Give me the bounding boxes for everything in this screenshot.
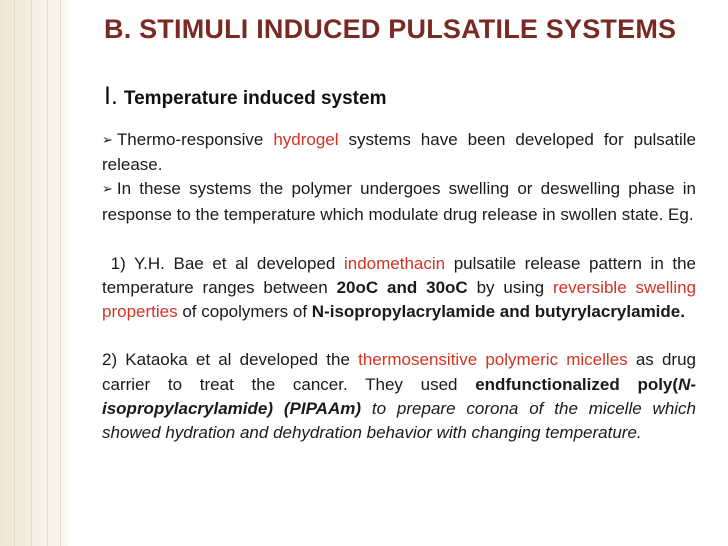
slide-body xyxy=(102,128,696,445)
bold-term: 20oC and 30oC xyxy=(336,278,468,298)
bullet-item: ➢ Thermo-responsive hydrogel systems have been developed for pulsatile release. xyxy=(102,130,696,175)
arrow-bullet-icon: ➢ xyxy=(102,181,113,197)
highlight-term: hydrogel xyxy=(273,130,339,149)
section-numeral: I. xyxy=(104,82,118,110)
example-paragraph-1: 1) Y.H. Bae et al developed indomethacin pulsatile release pattern in the temperature ranges between 20oC and 30oC by using reversible swelling properties of copolymers of N-isopropylacrylamide and butyrylacrylamide. xyxy=(102,253,697,322)
example-paragraph-2: 2) Kataoka et al developed the thermosensitive polymeric micelles as drug carrier to treat the cancer. They used endfunctionalized poly(N-isopropylacrylamide) (PIPAAm) to prepare corona of the micelle which showed hydration and dehydration behavior with changing temperature. xyxy=(102,350,697,443)
bold-term: endfunctionalized poly( xyxy=(475,374,679,394)
band-stroke xyxy=(60,0,61,546)
bullet-item: ➢ In these systems the polymer undergoes swelling or deswelling phase in response to the temperature which modulate drug release in swollen state. Eg. xyxy=(102,179,696,224)
band-stroke xyxy=(14,0,15,546)
bold-italic-term: N-isopropylacrylamide) (PIPAAm) xyxy=(102,374,697,418)
arrow-bullet-icon: ➢ xyxy=(102,132,113,147)
band-stroke xyxy=(47,0,48,546)
italic-text: to prepare corona of the micelle which showed hydration and dehydration behavior with changing temperature. xyxy=(102,398,697,443)
decorative-side-band xyxy=(0,0,68,546)
highlight-term: indomethacin xyxy=(343,253,446,273)
section-heading xyxy=(104,82,386,111)
highlight-term: reversible swelling properties xyxy=(102,278,697,322)
highlight-term: thermosensitive polymeric micelles xyxy=(358,350,628,370)
bold-term: N-isopropylacrylamide and butyrylacrylamide. xyxy=(311,302,685,322)
band-stroke xyxy=(31,0,32,546)
slide-title: B. STIMULI INDUCED PULSATILE SYSTEMS xyxy=(104,14,677,44)
section-heading-text: Temperature induced system xyxy=(123,88,387,109)
